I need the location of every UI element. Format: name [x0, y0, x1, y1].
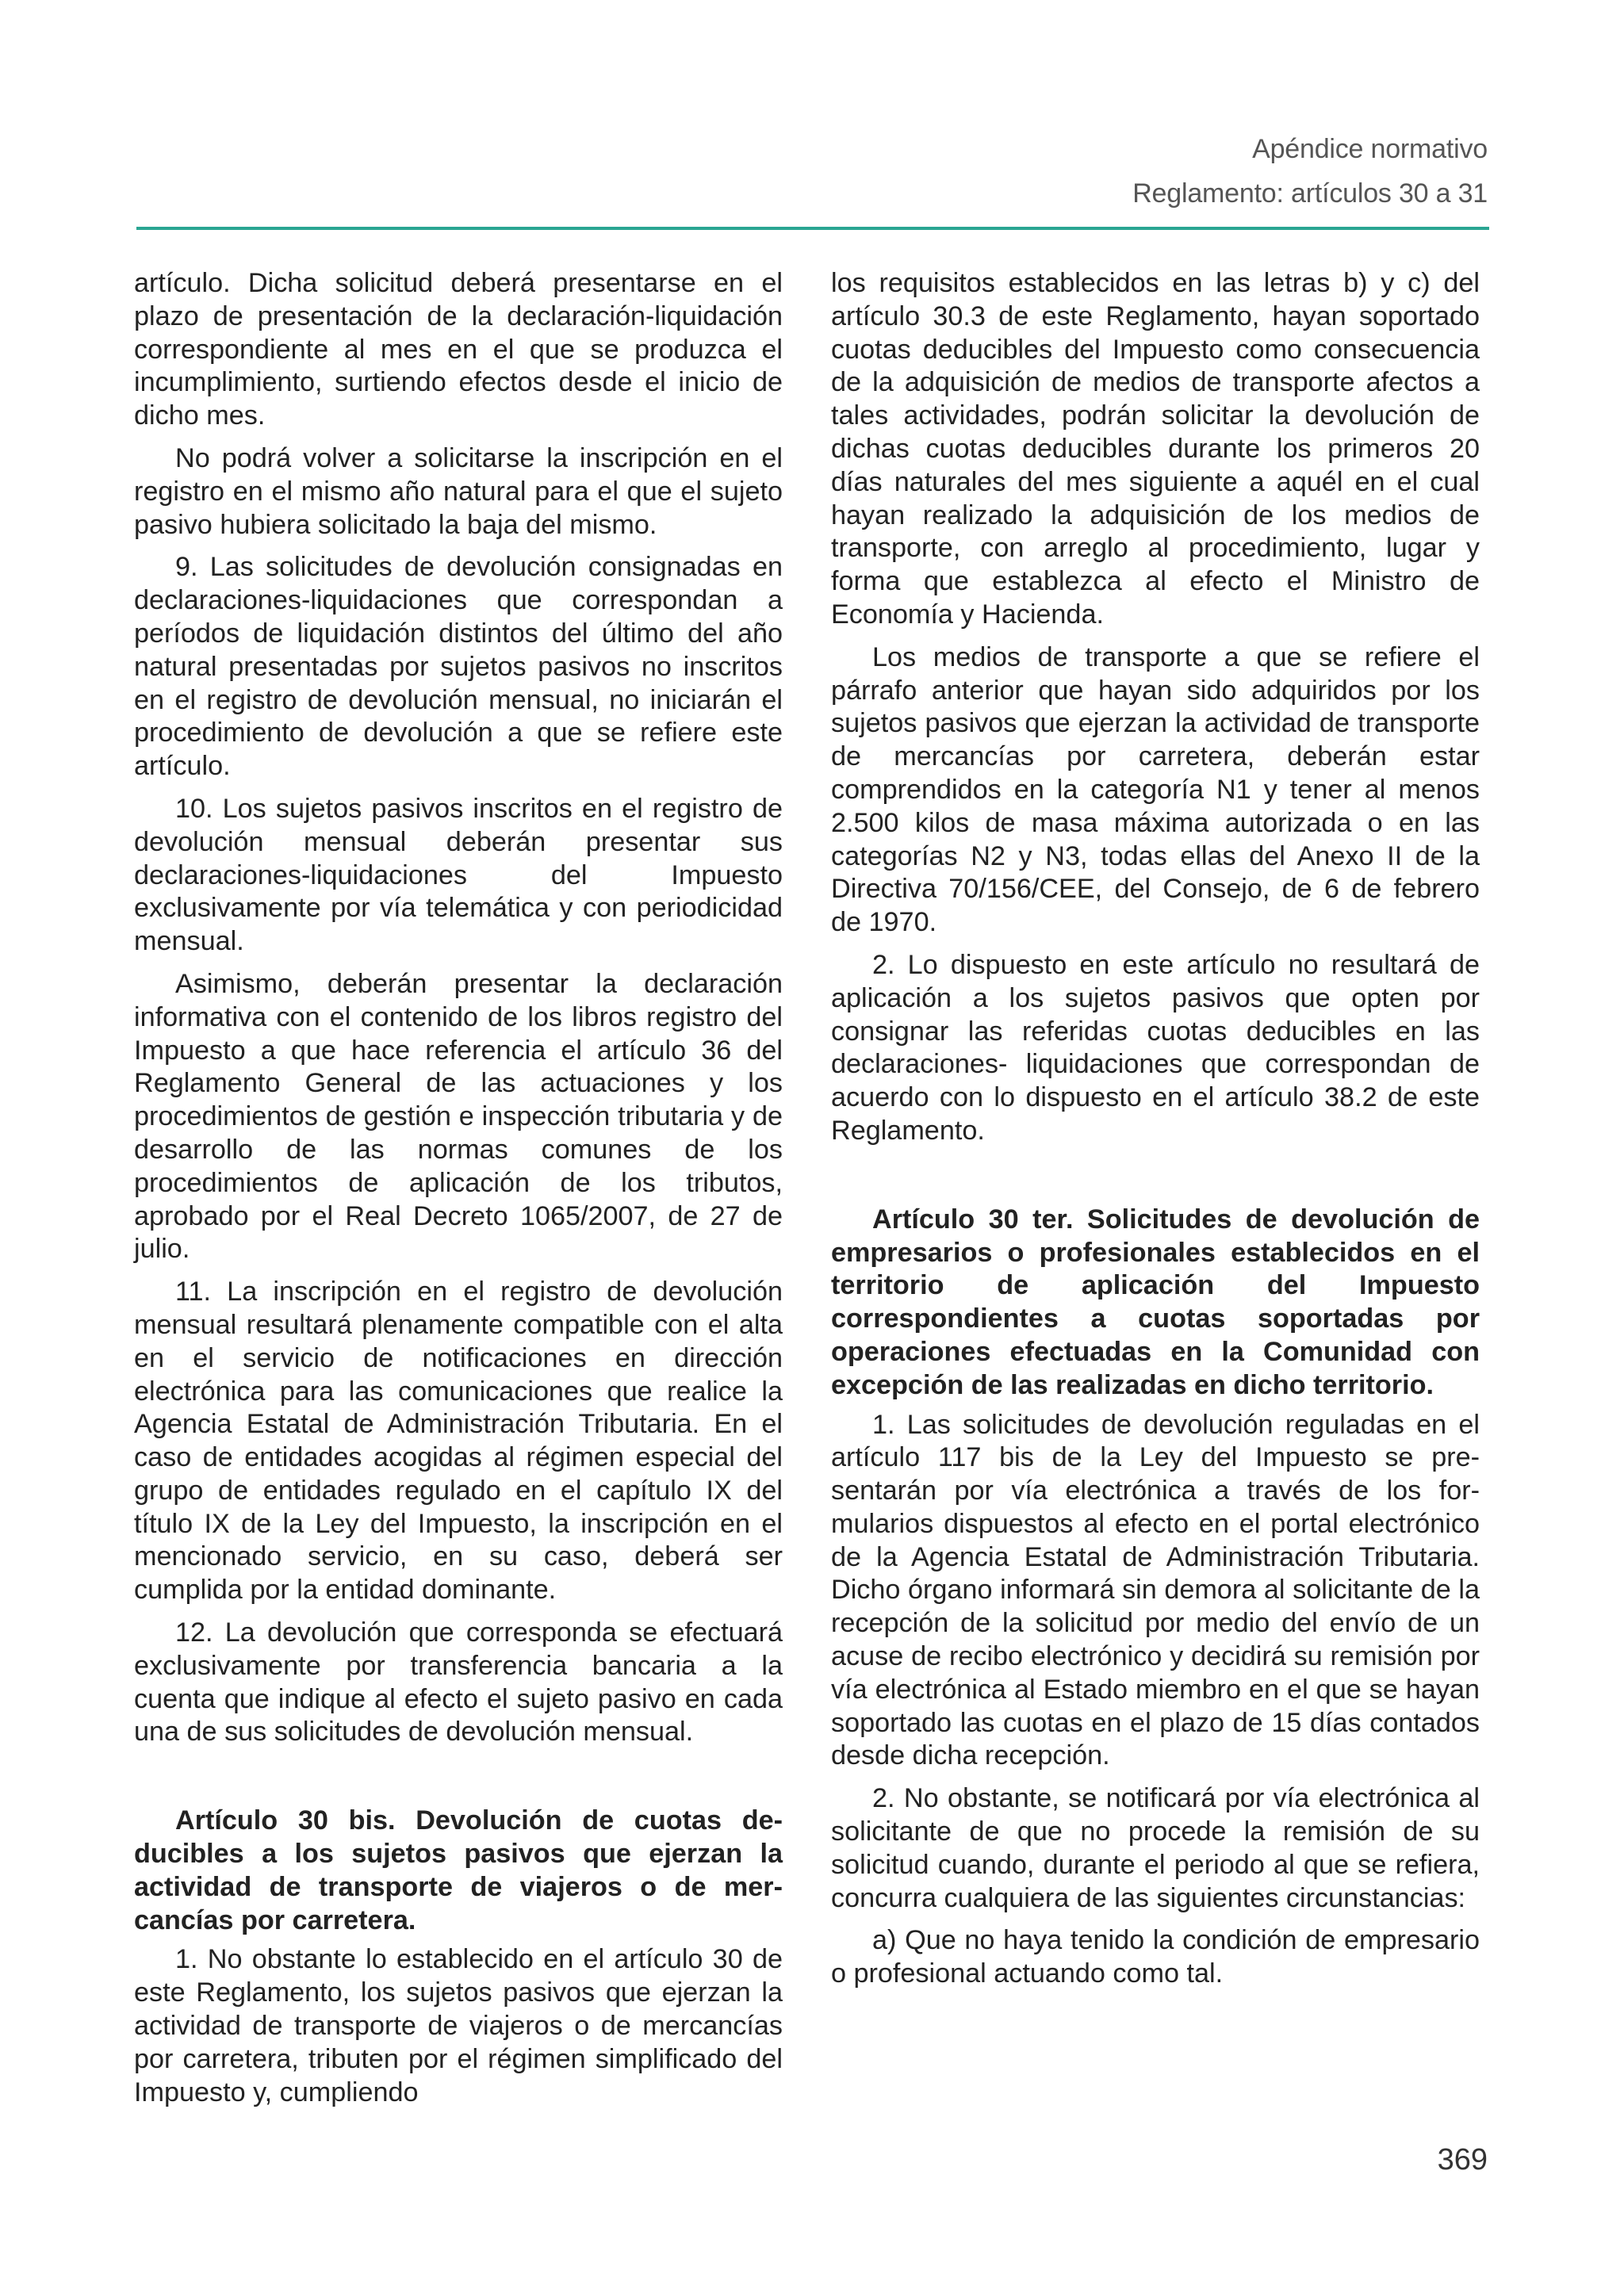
left-column	[134, 267, 783, 2119]
header-subsection: Reglamento: artículos 30 a 31	[1132, 178, 1488, 209]
paragraph: 1. No obstante lo establecido en el artículo 30 de este Reglamento, los sujetos pasivos que ejerzan la actividad de transporte de viajeros o de mercancías por carretera, tributen por el régimen simplificado del Impuesto y, cumpliendo	[134, 1944, 783, 2107]
paragraph: 12. La devolución que corresponda se efectuará exclusivamente por transferencia bancaria a la cuenta que indique al efecto el sujeto pasivo en cada una de sus solicitudes de devolución mensual.	[134, 1617, 783, 1748]
running-header	[1132, 127, 1488, 216]
article-heading: Artículo 30 ter. Solicitudes de devolución de empresarios o profesionales establecidos en el territorio de aplicación del Impuesto correspondientes a cuotas soportadas por operaciones efectuadas en la Comunidad con excepción de las realizadas en dicho territorio.	[831, 1204, 1480, 1400]
header-section: Apéndice normativo	[1252, 134, 1488, 164]
paragraph: 9. Las solicitudes de devolución consignadas en declaraciones-liquidaciones que correspondan a períodos de liquidación distintos del último del año natural presentadas por sujetos pasivos no inscritos en el registro de devolución mensual, no iniciarán el procedimiento de devolución a que se refiere este artículo.	[134, 552, 783, 782]
paragraph: los requisitos establecidos en las letras b) y c) del artículo 30.3 de este Reglamento, hayan soportado cuotas deducibles del Impuesto como consecuencia de la adquisición de medios de transporte afectos a tales actividades, podrán solicitar la devolución de dichas cuotas deducibles durante los primeros 20 días naturales del mes siguiente a aquél en el cual hayan realizado la adquisición de los medios de transporte, con arreglo al procedimiento, lugar y forma que establezca al efecto el Ministro de Economía y Hacienda.	[831, 268, 1480, 630]
paragraph: artículo. Dicha solicitud deberá presentarse en el plazo de presentación de la declaración-liquidación correspondiente al mes en el que se produzca el incumplimiento, surtiendo efectos desde el inicio de dicho mes.	[134, 268, 783, 431]
section-gap	[831, 1158, 1480, 1204]
article-heading: Artículo 30 bis. Devolución de cuotas deducibles a los sujetos pasivos que ejerzan la actividad de transporte de viajeros o de mercancías por carretera.	[134, 1805, 783, 1935]
paragraph: Los medios de transporte a que se refiere el párrafo anterior que hayan sido adquiridos por los sujetos pasivos que ejerzan la actividad de transporte de mercancías por carretera, deberán estar comprendidos en la categoría N1 y tener al menos 2.500 kilos de masa máxima autorizada o en las categorías N2 y N3, todas ellas del Anexo II de la Directiva 70/156/CEE, del Consejo, de 6 de febrero de 1970.	[831, 641, 1480, 938]
page-number: 369	[1437, 2143, 1488, 2176]
paragraph: 2. No obstante, se notificará por vía electrónica al solicitante de que no procede la remisión de su solicitud cuando, durante el periodo al que se refiera, concurra cualquiera de las siguientes circunstancias:	[831, 1783, 1480, 1913]
paragraph: a) Que no haya tenido la condición de empresario o profesional actuando como tal.	[831, 1925, 1480, 1989]
section-gap	[134, 1759, 783, 1805]
paragraph: 2. Lo dispuesto en este artículo no resultará de aplicación a los sujetos pasivos que opten por consignar las referidas cuotas deducibles en las declaraciones- liquidaciones que correspondan de acuerdo con lo dispuesto en el artículo 38.2 de este Reglamento.	[831, 949, 1480, 1146]
paragraph: No podrá volver a solicitarse la inscripción en el registro en el mismo año natural para el que el sujeto pasivo hubiera solicitado la baja del mismo.	[134, 442, 783, 540]
right-column	[831, 267, 1480, 2000]
paragraph: 10. Los sujetos pasivos inscritos en el registro de devolución mensual deberán presentar sus declaraciones-liquidaciones del Impuesto exclusivamente por vía telemática y con periodicidad mensual.	[134, 793, 783, 957]
paragraph: 1. Las solicitudes de devolución reguladas en el artículo 117 bis de la Ley del Impuesto se presentarán por vía electrónica a través de los formularios dispuestos al efecto en el portal electrónico de la Agencia Estatal de Administración Tributaria. Dicho órgano informará sin demora al solicitante de la recepción de la solicitud por medio del envío de un acuse de recibo electrónico y decidirá su remisión por vía electrónica al Estado miembro en el que se hayan soportado las cuotas en el plazo de 15 días contados desde dicha recepción.	[831, 1409, 1480, 1771]
paragraph: Asimismo, deberán presentar la declaración informativa con el contenido de los libros registro del Impuesto a que hace referencia el artículo 36 del Reglamento General de las actuaciones y los procedimientos de gestión e inspección tributaria y de desarrollo de las normas comunes de los procedimientos de aplicación de los tributos, aprobado por el Real Decreto 1065/2007, de 27 de julio.	[134, 968, 783, 1265]
header-rule	[136, 227, 1489, 230]
paragraph: 11. La inscripción en el registro de devolución mensual resultará plenamente compatible con el alta en el servicio de notificaciones en dirección electrónica para las comunicaciones que realice la Agencia Estatal de Administración Tributaria. En el caso de entidades acogidas al régimen especial del grupo de entidades regulado en el capítulo IX del título IX de la Ley del Impuesto, la inscripción en el mencionado servicio, en su caso, deberá ser cumplida por la entidad dominante.	[134, 1277, 783, 1606]
